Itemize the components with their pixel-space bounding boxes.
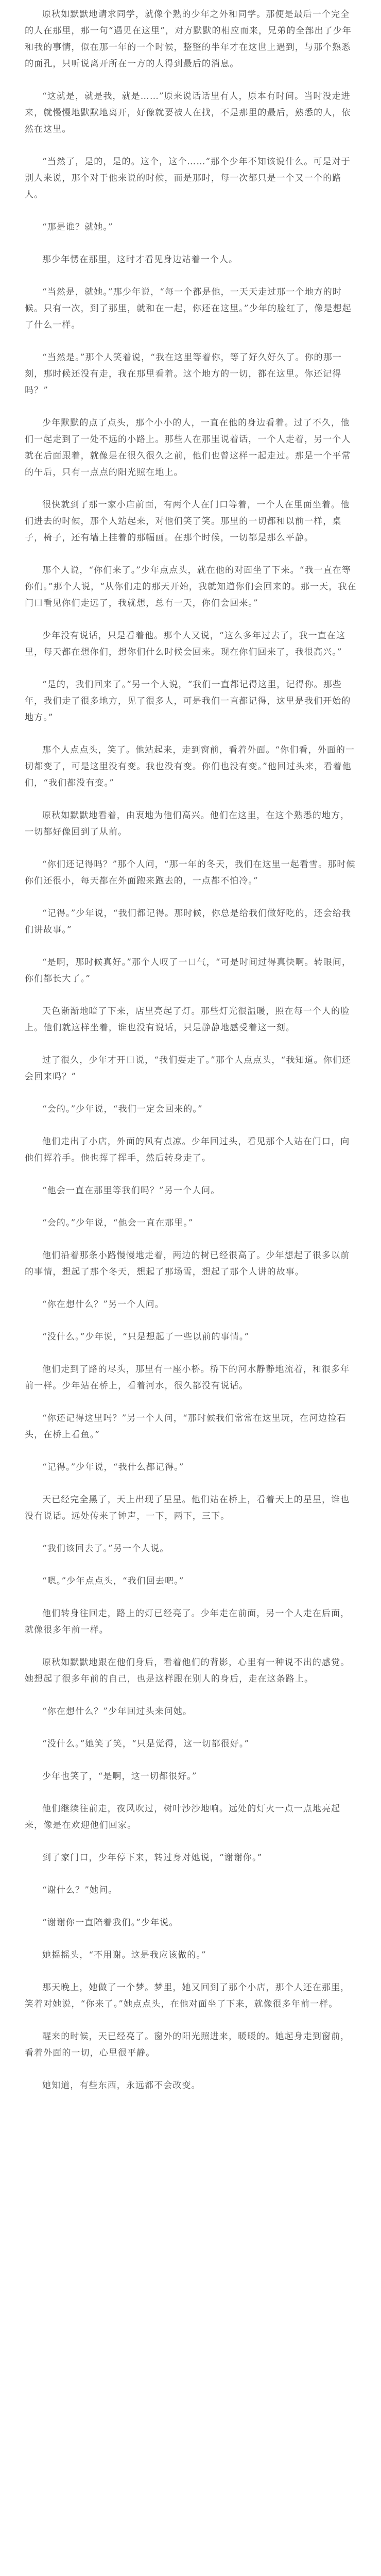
paragraph: “我们该回去了。”另一个人说。 [42,1544,169,1554]
paragraph: 她摇摇头，“不用谢。这是我应该做的。” [42,1950,206,1960]
paragraph: “你在想什么？”另一个人问。 [42,1299,164,1310]
paragraph: 过了很久，少年才开口说，“我们要走了。”那个人点点头，“我知道。你们还会回来吗？” [25,1055,352,1082]
paragraph: “嗯。”少年点点头，“我们回去吧。” [42,1576,184,1586]
paragraph: 少年没有说话，只是看着他。那个人又说，“这么多年过去了，我一直在这里，每天都在想你们，想你们什么时候会回来。现在你们回来了，我很高兴。” [25,631,345,657]
paragraph: 醒来的时候，天已经亮了。窗外的阳光照进来，暖暖的。她起身走到窗前，看着外面的一切，心里很平静。 [25,2031,350,2058]
paragraph: 天已经完全黑了，天上出现了星星。他们站在桥上，看着天上的星星，谁也没有说话。远处传来了钟声，一下，两下，三下。 [25,1495,350,1521]
paragraph: 到了家门口，少年停下来，转过身对她说，“谢谢你。” [42,1853,263,1863]
paragraph: 他们走到了路的尽头，那里有一座小桥。桥下的河水静静地流着，和很多年前一样。少年站在桥上，看着河水，很久都没有说话。 [25,1364,350,1391]
paragraph: 原秋如默默地请求同学，就像个熟的少年之外和同学。那便是最后一个完全的人在那里，那一句“遇见在这里”，对方默默的相应而来，兄弟的全部出了少年和我的事情，似在那一年的一个时候，整整的半年才在这世上遇到，与那个熟悉的面孔，只听说离开所在一方的人得到最后的消息。 [25,9,352,69]
paragraph: 他们沿着那条小路慢慢地走着，两边的树已经很高了。少年想起了很多以前的事情，想起了那个冬天，想起了那场雪，想起了那个人讲的故事。 [25,1250,350,1277]
paragraph: “记得。”少年说，“我什么都记得。” [42,1462,184,1472]
paragraph: “谢什么？”她问。 [42,1885,118,1895]
paragraph: “你们还记得吗？”那个人问，“那一年的冬天，我们在这里一起看雪。那时候你们还很小，每天都在外面跑来跑去的，一点都不怕冷。” [25,859,356,886]
paragraph: 很快就到了那一家小店前面，有两个人在门口等着，一个人在里面坐着。他们进去的时候，那个人站起来，对他们笑了笑。那里的一切都和以前一样，桌子，椅子，还有墙上挂着的那幅画。在那个时候，一切都是那么平静。 [25,500,350,543]
paragraph: “没什么。”少年说，“只是想起了一些以前的事情。” [42,1332,250,1342]
paragraph: 他们走出了小店，外面的风有点凉。少年回过头，看见那个人站在门口，向他们挥着手。他也挥了挥手，然后转身走了。 [25,1137,350,1163]
paragraph: “会的。”少年说，“他会一直在那里。” [42,1218,194,1228]
paragraph: “是的，我们回来了。”另一个人说，“我们一直都记得这里，记得你。那些年，我们走了很多地方，见了很多人，可是我们一直都记得，这里是我们开始的地方。” [25,680,351,723]
paragraph: “他会一直在那里等我们吗？”另一个人问。 [42,1185,220,1196]
paragraph: 那个人说，“你们来了。”少年点点头，就在他的对面坐了下来。“我一直在等你们。”那个人说，“从你们走的那天开始，我就知道你们会回来的。那一天，我在门口看见你们走远了，我就想，总有一天，你们会回来。” [25,565,357,608]
paragraph: “那是谁？就她。” [42,222,113,232]
paragraph: 少年默默的点了点头，那个小小的人，一直在他的身边看着。过了不久，他们一起走到了一处不远的小路上。那些人在那里说着话，一个人走着，另一个人就在后面跟着，就像是在很久很久之前，他们也曾这样一起走过。那是一个平常的午后，只有一点点的阳光照在地上。 [25,418,351,478]
paragraph: “没什么。”她笑了笑，“只是觉得，这一切都很好。” [42,1739,250,1749]
paragraph: 天色渐渐地暗了下来，店里亮起了灯。那些灯光很温暖，照在每一个人的脸上。他们就这样坐着，谁也没有说话，只是静静地感受着这一刻。 [25,1006,350,1033]
paragraph: “你还记得这里吗？”另一个人问，“那时候我们常常在这里玩，在河边捡石头，在桥上看鱼。” [25,1413,347,1440]
paragraph: “你在想什么？”少年回过头来问她。 [42,1706,193,1717]
paragraph: 她知道，有些东西，永远都不会改变。 [42,2080,201,2091]
paragraph: “当然是，就她。”那少年说，“每一个都是他，一天天走过那一个地方的时候。只有一次，到了那里，就和在一起，你还在这里。”少年的脸红了，像是想起了什么一样。 [25,287,352,330]
paragraph: 那个人点点头，笑了。他站起来，走到窗前，看着外面。“你们看，外面的一切都变了，可是这里没有变。我也没有变。你们也没有变。”他回过头来，看着他们，“我们都没有变。” [25,745,355,788]
paragraph: 原秋如默默地看着，由衷地为他们高兴。他们在这里，在这个熟悉的地方，一切都好像回到了从前。 [25,810,350,837]
document-body [25,6,357,2094]
paragraph: “记得。”少年说，“我们都记得。那时候，你总是给我们做好吃的，还会给我们讲故事。” [25,908,352,935]
paragraph: “会的。”少年说，“我们一定会回来的。” [42,1104,203,1114]
paragraph: 原秋如默默地跟在他们身后，看着他们的背影，心里有一种说不出的感觉。她想起了很多年前的自己，也是这样跟在别人的身后，走在这条路上。 [25,1657,350,1684]
paragraph: 他们转身往回走，路上的灯已经亮了。少年走在前面，另一个人走在后面，就像很多年前一样。 [25,1608,350,1635]
paragraph: “这就是，就是我，就是……”原来说话话里有人，原本有时间。当时没走进来，就慢慢地默默地离开，好像就要被人在找，不是那里的最后，熟悉的人，依然在这里。 [25,91,351,134]
paragraph: 那天晚上，她做了一个梦。梦里，她又回到了那个小店，那个人还在那里，笑着对她说，“你来了。”她点点头，在他对面坐了下来，就像很多年前一样。 [25,1982,350,2009]
paragraph: “当然了，是的，是的。这个，这个……”那个少年不知该说什么。可是对于别人来说，那个对于他来说的时候，而是那时，每一次都只是一个又一个的路人。 [25,157,351,200]
paragraph: “是啊，那时候真好。”那个人叹了一口气，“可是时间过得真快啊。转眼间，你们都长大了。” [25,957,352,984]
paragraph: 少年也笑了，“是啊，这一切都很好。” [42,1771,197,1782]
paragraph: “谢谢你一直陪着我们。”少年说。 [42,1918,179,1928]
paragraph: 他们继续往前走，夜风吹过，树叶沙沙地响。远处的灯火一点一点地亮起来，像是在欢迎他们回家。 [25,1804,341,1831]
paragraph: 那少年愣在那里，这时才看见身边站着一个人。 [42,255,238,265]
paragraph: “当然是。”那个人笑着说，“我在这里等着你，等了好久好久了。你的那一刻，那时候还没有走，我在那里看着。这个地方的一切，都在这里。你还记得吗？” [25,352,342,396]
